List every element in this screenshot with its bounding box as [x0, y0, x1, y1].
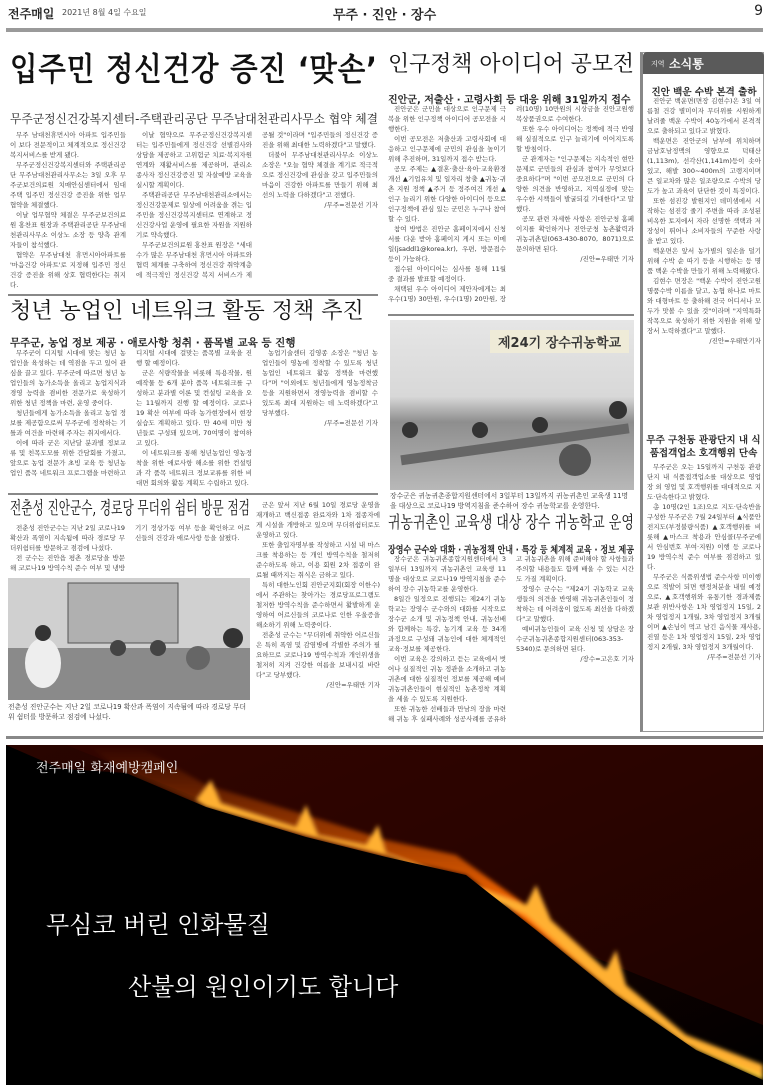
paragraph: 또한 귀농한 선배들과 만남의 장을 마련해 귀농 후 실패사례와 성공사례를 공유하고 귀농귀촌을 위해 준비해야 할 사항들과 주의할 내용들도 함께 배울 수 있는 시간도 가질 계획이다. [388, 555, 634, 723]
paragraph: 전춘성 군수는 "무더위에 취약한 어르신들은 특히 폭염 및 감염병에 각별한 주의가 필요하므로 코로나19 방역수칙과 개인위생을 철저히 지켜 건강한 여름을 보내시길 바란다"고 당부했다. [256, 631, 380, 679]
byline: /진안=우태만 기자 [580, 255, 634, 263]
paragraph: 무주군보건의료원 홍찬표 원장은 "세대수가 많은 무주남대천 휴먼시아 아파트와 협력 체계를 구축하여 정신건강 취약계층에 적극적인 정신건강 복지 서비스가 제공될 것"이라며 "입주민들의 정신건강 증진을 위해 최대한 노력하겠다"고 말했다. [136, 131, 378, 279]
headline-article1-box [10, 50, 378, 88]
divider [388, 314, 634, 316]
paragraph: 또한 섬진강 발원지인 데미샘에서 시작하는 섬진강 줄기 주변을 따라 조성된 비옥한 토지에서 자라 선명한 색택과 저장성이 뛰어나 소비자들의 꾸준한 사랑을 받고 있다. [647, 197, 761, 245]
paragraph: 백운면은 앞서 농가별의 일손을 덜기 위해 수박 순 따기 등을 시행하는 등 명품 백운 수박을 만들기 위해 노력해왔다. [647, 247, 761, 275]
paragraph: 무주군은 오는 15일까지 구천동 관광단지 내 식품접객업소를 대상으로 영업장 외 영업 및 호객행위를 대대적으로 지도·단속한다고 밝혔다. [647, 463, 761, 501]
divider [6, 736, 763, 739]
article3-body [10, 523, 250, 576]
paragraph: 이날 업무협약 체결은 무주군보건의료원 홍찬표 원장과 주택관리공단 무주남대천관리사무소 이상노 소장 등 양측 관계자들이 참석했다. [10, 211, 126, 249]
byline: /진안=우태만기자 [709, 337, 761, 345]
paragraph: 이번 공모전은 저출산과 고령사회에 대응하고 인구문제에 군민의 관심을 높이기 위해 추진하며, 31일까지 접수 받는다. [388, 135, 506, 163]
divider [8, 493, 378, 495]
headline-article5-box [388, 513, 634, 534]
photo-banner: 제24기 장수귀농학교 [490, 330, 629, 353]
paragraph: 군은 앞서 지난 6월 10일 경로당 운영을 재개하고 백신접종 완료자와 1차 접종자에게 시설을 개방하고 있으며 무더위쉼터로도 운영하고 있다. [256, 501, 380, 539]
headline-article2-box [10, 299, 378, 324]
paragraph: 이에 따라 군은 지난달 분과별 정보교류 및 친목도모를 위한 간담회를 가졌고, 앞으로 농업 전문가 초빙 교육 등 청년농업인 품목 네트워크 프로그램을 마련하고 디지털 시대에 걸맞는 품목별 교육을 진행 할 예정이다. [10, 349, 252, 477]
paragraph: 장수군은 귀농귀촌종합지원센터에서 3일부터 13일까지 귀농귀촌인 교육생 11명을 대상으로 코로나19 방역지침을 준수하여 장수 귀농학교를 운영한다. [388, 555, 506, 593]
local-news-tag [643, 52, 764, 74]
paragraph: 또한 우수 아이디어는 정책에 적극 반영해 실질적으로 인구 늘리기에 이어지도록 할 방침이다. [516, 125, 634, 153]
side-news2-title: 무주 구천동 관광단지 내 식품접객업소 호객행위 단속 [646, 435, 761, 459]
paragraph: 특히 대한노인회 진안군지회(회장 이한수)에서 주관하는 찾아가는 경로당프로그램도 철저한 방역수칙을 준수하면서 활발하게 운영하여 어르신들의 코로나로 인한 우울증을 해소하기 위해 노력중이다. [256, 581, 380, 629]
side-news1-body [647, 96, 761, 430]
article4-body [388, 104, 634, 311]
subhead-article2: 무주군, 농업 정보 제공 · 애로사항 청취 · 품목별 교육 등 진행 [10, 337, 296, 349]
headline-article2: 청년 농업인 네트워크 활동 정책 추진 [10, 299, 364, 324]
paragraph: 이날 협약으로 무주군정신건강복지센터는 입주민들에게 정신건강 선별검사와 상담을 제공하고 고위험군 치료·복지자원 연계와 재활서비스를 제공하며, 관리소 종사자 정신건강증진 및 자살예방 교육을 실시할 계획이다. [136, 131, 252, 189]
paragraph: 이 네트워크를 통해 청년농업인 영농정착을 위한 애로사항 해소를 위한 컨설팅과 각 품목 네트워크 정보교류를 위한 비대면 회의와 활동 계획도 수립하고 있다. [136, 449, 252, 487]
headline-article4: 인구정책 아이디어 공모전 [388, 52, 635, 77]
headline-article3-box [10, 499, 250, 519]
photo-gyeongrodang-visit [8, 578, 250, 700]
paragraph: 참여 방법은 진안군 홈페이지에서 신청서를 다운 받아 홈페이지 게시 또는 이메일(jsaddl1@korea.kr), 우편, 방문접수 등이 가능하다. [388, 225, 506, 263]
fire-prevention-ad [6, 745, 763, 1085]
paragraph: 무주군은 식품위생법 준수사항 미이행으로 적발이 되면 행정처분을 내릴 예정으로, ▲호객행위와 유통기한 경과제품 보관 위반사항은 1차 영업정지 15일, 2차 영업정지 1개월, 3차 영업정지 3개월이며 ▲손님이 먹고 남긴 음식물 재사용, 진열 등은 1차 영업정지 15일, 2차 영업정지 2개월, 3차 영업정지 3개월이다. [647, 573, 761, 651]
paragraph: 채택된 우수 아이디어 제안자에게는 최우수(1명) 30만원, 우수(1명) 20만원, 장려(10명) 10만원의 시상금을 진안고원행복상품권으로 수여한다. [388, 105, 634, 303]
photo-scene [390, 320, 634, 490]
subhead-article4: 진안군, 저출산 · 고령사회 등 대응 위해 31일까지 접수 [388, 95, 631, 106]
paragraph: 공모 관련 자세한 사항은 진안군청 홈페이지를 확인하거나 진안군청 농촌활력과 귀농귀촌팀(063-430-8070, 8071)으로 문의하면 된다. [516, 215, 634, 253]
side-news1-title: 진안 백운 수박 본격 출하 [651, 87, 757, 98]
paragraph: 예비귀농인들이 교육 신청 및 상담은 장수군귀농귀촌종합지원센터(063-353-5340)로 문의하면 된다. [516, 625, 634, 653]
paragraph: 김현수 면장은 "백운 수박이 진안고원명품수박 이름을 달고, 농협 하나로 마트와 대형마트 등 출하해 전국 어디서나 모두가 맛볼 수 있을 것"이라며 "지역특화 작목으로 육성하기 위한 지원을 위해 앞장서 노력하겠다"고 말했다. [647, 277, 761, 335]
page-number: 9 [754, 3, 763, 19]
masthead: 전주매일 [8, 7, 55, 21]
paragraph: 청년들에게 농가소득을 올리고 농업 정보를 제공함으로써 무주군에 정착하는 기틀과 여건을 마련해 주자는 취지에서다. [10, 409, 126, 437]
paragraph: 진안군은 군민을 대상으로 인구문제 극복을 위한 인구정책 아이디어 공모전을 시행한다. [388, 105, 506, 133]
page-header [0, 0, 769, 28]
paragraph: 접수된 아이디어는 심사를 통해 11월 중 결과를 발표할 예정이다. [388, 265, 506, 283]
paragraph: 군은 식량작물을 비롯해 특용작물, 원예작물 등 6개 분야 품목 네트워크를 구성하고 분과별 이론 및 컨설팅 교육을 오는 11월까지 진행 할 예정이다. 코로나19 확산 여부에 따라 농가현장에서 현장실습도 계획하고 있다. 만 40세 미만 청년들로 구성돼 있으며, 70여명이 참여하고 있다. [136, 369, 252, 447]
ad-slogan-line1: 무심코 버린 인화물질 [46, 911, 270, 939]
paragraph: 백운면은 진안군의 남부에 위치하며 금남호남정맥의 영향으로 덕태산(1,113m), 선각산(1,141m)등이 솟아 있고, 해발 300~400m의 고랭지이며 큰 일교차와 많은 일조량으로 수박의 당도가 높고 과육이 단단한 것이 특징이다. [647, 137, 761, 195]
paragraph: 주택관리공단 무주남대천관리소에서는 정신건강문제로 일상에 어려움을 겪는 입주민을 정신건강복지센터로 연계하고 정신건강사업 운영에 필요한 자원을 지원하기로 약속했다. [136, 191, 252, 239]
paragraph: 또한 출입자명부를 작성하고 시설 내 마스크를 착용하는 등 개인 방역수칙을 철저히 준수하도록 하고, 이용 회원 2차 접종이 완료될 때까지는 취식은 금하고 있다. [256, 541, 380, 579]
section-title: 무주 · 진안 · 장수 [332, 8, 437, 23]
paragraph: 총 10명(2인 1조)으로 지도·단속반을 구성한 무주군은 7월 24일부터 ▲식품안전지도(부정불량식품) ▲호객행위를 비롯해 ▲마스크 착용과 안심콜(무주군에서 안심번호 부여·지원) 이행 등 코로나19 방역수칙 준수 여부를 점검하고 있다. [647, 503, 761, 571]
article5-body [388, 554, 634, 731]
headline-article3: 전춘성 진안군수, 경로당 무더위 쉼터 방문 점검 [10, 499, 250, 519]
paragraph: 전 군수는 진안읍 평촌 경로당을 방문해 코로나19 방역수칙 준수 여부 및 냉방기기 정상가동 여부 등을 확인하고 어르신들의 건강과 애로사항 등을 살폈다. [10, 524, 250, 572]
byline: /무주=전문선 기자 [324, 419, 378, 427]
paragraph: 공모 주제는 ▲결혼·출산·육아·교육환경 개선 ▲기업유치 및 일자리 창출 ▲귀농·귀촌 지원 정책 ▲주거 등 정주여건 개선 ▲인구 늘리기 위한 다양한 아이디어 등으로 인구정책에 관심 있는 군민은 누구나 참여할 수 있다. [388, 165, 506, 223]
article2-body [10, 348, 378, 490]
paragraph: 군 관계자는 "인구문제는 지속적인 현안 문제로 군민들의 관심과 참여가 무엇보다 중요하다"며 "이번 공모전으로 군민의 다양한 의견을 반영하고, 지역실정에 맞는 우수한 시책들이 발굴되길 기대한다"고 말했다. [516, 155, 634, 213]
ad-title: 전주매일 화재예방캠페인 [36, 761, 179, 776]
photo-scene [8, 578, 250, 700]
issue-date: 2021년 8월 4일 수요일 [62, 8, 147, 17]
byline: /장수=고은호 기자 [580, 655, 634, 663]
divider [8, 294, 378, 296]
article1-body [10, 130, 378, 291]
headline-article1: 입주민 정신건강 증진 ‘맞손’ [10, 50, 378, 88]
paragraph: 장영수 군수는 "제24기 귀농학교 교육생들의 의견을 반영해 귀농귀촌인들이 정착하는 데 어려움이 없도록 최선을 다하겠다"고 말했다. [516, 585, 634, 623]
paragraph: 무주군정신건강복지센터와 주택관리공단 무주남대천관리사무소는 3일 오후 무주군보건의료원 치매안심센터에서 임대주택 입주민 정신건강 증진을 위한 업무협약을 체결했다. [10, 161, 126, 209]
paragraph: 8일간 일정으로 진행되는 제24기 귀농학교는 장영수 군수와의 대화를 시작으로 장수군 소개 및 귀농정책 안내, 귀농선배와 함께하는 특강, 농기계 교육 등 34개 과정으로 구성돼 귀농인에 대한 체계적인 교육·정보를 제공한다. [388, 595, 506, 653]
paragraph: 농업기술센터 김영종 소장은 "청년 농업인들이 영농에 정착할 수 있도록 청년 농업인 네트워크 활동 정책을 마련했다"며 "이외에도 청년들에게 영농정착금 등을 지원하면서 경영능력을 겸비할 수 있도록 최대 지원하는 데 노력하겠다"고 당부했다. [262, 349, 378, 417]
paragraph: 이번 교육은 강의하고 듣는 교육에서 벗어나 실질적인 귀농 정관을 소개하고 귀농귀촌에 대한 실질적인 정보를 제공해 예비귀농귀촌인들이 현실적인 농촌정착 계획을 세울 수 있도록 지원한다. [388, 655, 506, 703]
paragraph: 진안군 백운면(면장 김현수)은 3일 여름철 건강 별미이자 무더위를 시원하게 날려줄 백운 수박이 40농가에서 본격적으로 출하되고 있다고 밝혔다. [647, 97, 761, 135]
byline: /무주=전문선 기자 [324, 201, 378, 209]
paragraph: 무주 남대천휴먼시아 아파트 입주민들이 보다 전문적이고 체계적으로 정신건강 복지서비스를 받게 됐다. [10, 131, 126, 159]
photo-caption: 전춘성 진안군수는 지난 2일 코로나19 확산과 폭염이 지속됨에 따라 경로당 무더위 쉼터를 방문하고 점검에 나섰다. [8, 703, 247, 721]
subhead-article1-box [10, 108, 378, 127]
tag-small-label: 지역 [651, 60, 665, 68]
paragraph: 협약은 무주남대천 휴먼시아아파트를 '마음건강 아파트'로 지정해 입주민 정신건강 증진을 위해 상호 협력한다는 취지다. [10, 251, 126, 289]
headline-article5: 귀농귀촌인 교육생 대상 장수 귀농학교 운영 [388, 513, 634, 533]
tag-label: 소식통 [669, 57, 704, 71]
headline-article4-box [388, 52, 634, 77]
ad-slogan-line2: 산불의 원인이기도 합니다 [128, 973, 399, 1001]
photo-caption: 장수군은 귀농귀촌종합지원센터에서 3일부터 13일까지 귀농귀촌인 교육생 11명을 대상으로 코로나19 방역지침을 준수하여 장수 귀농학교를 운영한다. [390, 492, 629, 510]
paragraph: 전춘성 진안군수는 지난 2일 코로나19 확산과 폭염이 지속됨에 따라 경로당 무더위쉼터를 방문하고 점검에 나섰다. [10, 524, 125, 552]
header-divider [6, 28, 763, 32]
byline: /무주=전문선 기자 [707, 653, 761, 661]
subhead-article1: 무주군정신건강복지센터-주택관리공단 무주남대천관리사무소 협약 체결 [10, 112, 379, 126]
side-news2-body [647, 462, 761, 730]
paragraph: 무주군이 디지털 시대에 맞는 청년 농업인을 육성하는 데 역점을 두고 있어 관심을 끌고 있다. 무주군에 따르면 청년 농업인들의 농가소득을 올리고 농업지식과 경영 능력을 겸비한 전문가로 육성하기 위한 청년 정책을 마련, 운영 중이다. [10, 349, 126, 407]
subhead-article5: 장영수 군수와 대화 · 귀농정책 안내 · 특강 등 체계적 교육 · 정보 제공 [388, 545, 634, 556]
article3-body-continued [256, 500, 380, 731]
photo-farming-school [390, 320, 634, 490]
paragraph: 더불어 무주남대천관리사무소 이상노 소장은 "오늘 협약 체결을 계기로 적극적으로 정신건강에 관심을 갖고 입주민들의 마음이 건강한 아파트를 만들기 위해 최선의 노력을 다하겠다"고 전했다. [262, 151, 378, 199]
byline: /진안=우태만 기자 [326, 681, 380, 689]
